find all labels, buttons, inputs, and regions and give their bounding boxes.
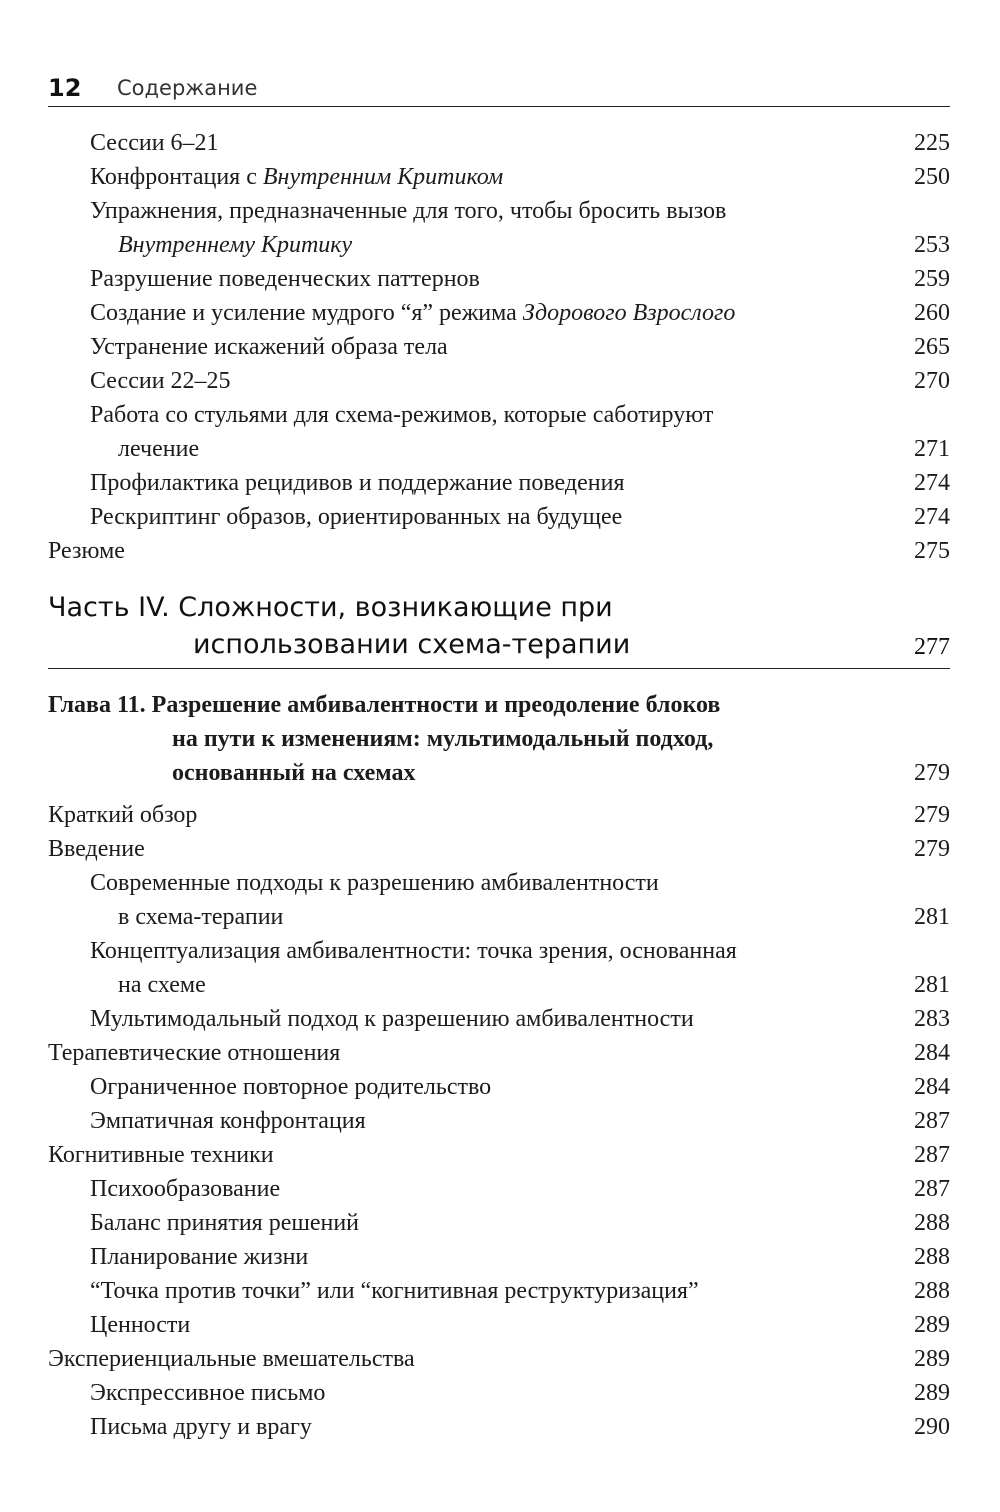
entry-page: 289 bbox=[914, 1380, 950, 1406]
entry-page: 279 bbox=[914, 802, 950, 828]
entry-text: Терапевтические отношения bbox=[48, 1040, 341, 1066]
entry-text: Разрушение поведенческих паттернов bbox=[90, 266, 480, 292]
entry-page: 265 bbox=[914, 334, 950, 360]
entry-page: 288 bbox=[914, 1278, 950, 1304]
toc-entry-chairs-line1 bbox=[48, 398, 950, 432]
part-title: Часть IV. Сложности, возникающие при bbox=[48, 592, 613, 623]
entry-text: Мультимодальный подход к разрешению амбивалентности bbox=[90, 1006, 694, 1032]
entry-page: 287 bbox=[914, 1176, 950, 1202]
entry-text: Письма другу и врагу bbox=[90, 1414, 312, 1440]
toc-entry-psychoeducation bbox=[48, 1172, 950, 1206]
entry-page: 289 bbox=[914, 1312, 950, 1338]
toc-entry-sessions-6-21 bbox=[48, 126, 950, 160]
chapter-heading-line1 bbox=[48, 688, 950, 722]
entry-text: Профилактика рецидивов и поддержание поведения bbox=[90, 470, 625, 496]
part-title: использовании схема-терапии bbox=[193, 629, 631, 660]
entry-text: Экспрессивное письмо bbox=[90, 1380, 326, 1406]
entry-page: 274 bbox=[914, 504, 950, 530]
toc-entry-point-counterpoint bbox=[48, 1274, 950, 1308]
entry-page: 290 bbox=[914, 1414, 950, 1440]
entry-page: 260 bbox=[914, 300, 950, 326]
toc-entry-modern-line2 bbox=[48, 900, 950, 934]
entry-text: Сессии 6–21 bbox=[90, 130, 219, 156]
entry-text: “Точка против точки” или “когнитивная реструктуризация” bbox=[90, 1278, 699, 1304]
entry-page: 288 bbox=[914, 1210, 950, 1236]
entry-page: 250 bbox=[914, 164, 950, 190]
entry-text-plain: Создание и усиление мудрого “я” режима bbox=[90, 300, 523, 326]
entry-text: Работа со стульями для схема-режимов, которые саботируют bbox=[90, 402, 714, 428]
entry-page: 253 bbox=[914, 232, 950, 258]
toc-entry-behavior-patterns bbox=[48, 262, 950, 296]
part-page: 277 bbox=[914, 634, 950, 660]
toc-entry-relapse bbox=[48, 466, 950, 500]
entry-text: Упражнения, предназначенные для того, чтобы бросить вызов bbox=[90, 198, 727, 224]
entry-text-italic: Внутренним Критиком bbox=[262, 164, 504, 190]
entry-text: Краткий обзор bbox=[48, 802, 198, 828]
entry-page: 279 bbox=[914, 836, 950, 862]
toc-entry-overview bbox=[48, 798, 950, 832]
toc-entry-decision-balance bbox=[48, 1206, 950, 1240]
toc-entry-concept-line1 bbox=[48, 934, 950, 968]
entry-text: Рескриптинг образов, ориентированных на будущее bbox=[90, 504, 623, 530]
toc-entry-wise-self bbox=[48, 296, 950, 330]
entry-text-italic: Внутреннему Критику bbox=[118, 232, 353, 258]
chapter-title: основанный на схемах bbox=[172, 760, 416, 786]
chapter-heading-line2 bbox=[48, 722, 950, 756]
entry-text: Баланс принятия решений bbox=[90, 1210, 360, 1236]
chapter-title: Глава 11. Разрешение амбивалентности и преодоление блоков bbox=[48, 692, 721, 718]
toc-entry-confrontation bbox=[48, 160, 950, 194]
entry-page: 281 bbox=[914, 904, 950, 930]
toc-entry-body-image bbox=[48, 330, 950, 364]
entry-text: Введение bbox=[48, 836, 145, 862]
toc-entry-chairs-line2 bbox=[48, 432, 950, 466]
chapter-heading-line3 bbox=[48, 756, 950, 790]
entry-page: 283 bbox=[914, 1006, 950, 1032]
entry-page: 281 bbox=[914, 972, 950, 998]
entry-text: Психообразование bbox=[90, 1176, 281, 1202]
page-number: 12 bbox=[48, 74, 82, 102]
entry-page: 274 bbox=[914, 470, 950, 496]
toc-entry-empathic-confrontation bbox=[48, 1104, 950, 1138]
entry-text: Планирование жизни bbox=[90, 1244, 309, 1270]
entry-text: Экспериенциальные вмешательства bbox=[48, 1346, 415, 1372]
toc-entry-therapeutic-relationship bbox=[48, 1036, 950, 1070]
toc-entry-exercises-line1 bbox=[48, 194, 950, 228]
toc-entry-letters bbox=[48, 1410, 950, 1444]
entry-text: Резюме bbox=[48, 538, 125, 564]
entry-text: Сессии 22–25 bbox=[90, 368, 231, 394]
part-heading-line2 bbox=[48, 622, 950, 668]
entry-page: 288 bbox=[914, 1244, 950, 1270]
entry-page: 225 bbox=[914, 130, 950, 156]
chapter-page: 279 bbox=[914, 760, 950, 786]
toc-entry-exercises-line2 bbox=[48, 228, 950, 262]
chapter-title: на пути к изменениям: мультимодальный подход, bbox=[172, 726, 714, 752]
toc-entry-cognitive-techniques bbox=[48, 1138, 950, 1172]
toc-entry-summary bbox=[48, 534, 950, 568]
entry-text bbox=[90, 296, 735, 330]
entry-text: Устранение искажений образа тела bbox=[90, 334, 448, 360]
toc-entry-expressive-writing bbox=[48, 1376, 950, 1410]
entry-text: Ограниченное повторное родительство bbox=[90, 1074, 492, 1100]
entry-text: на схеме bbox=[118, 972, 206, 998]
entry-page: 287 bbox=[914, 1108, 950, 1134]
entry-page: 287 bbox=[914, 1142, 950, 1168]
entry-page: 271 bbox=[914, 436, 950, 462]
entry-page: 270 bbox=[914, 368, 950, 394]
entry-text-italic: Здорового Взрослого bbox=[522, 300, 736, 326]
entry-page: 284 bbox=[914, 1040, 950, 1066]
toc-entry-introduction bbox=[48, 832, 950, 866]
page-header bbox=[48, 72, 950, 107]
toc-entry-rescripting bbox=[48, 500, 950, 534]
entry-text bbox=[90, 160, 503, 194]
toc-entry-concept-line2 bbox=[48, 968, 950, 1002]
part-divider bbox=[48, 668, 950, 669]
entry-page: 289 bbox=[914, 1346, 950, 1372]
toc-entry-values bbox=[48, 1308, 950, 1342]
entry-text: в схема-терапии bbox=[118, 904, 284, 930]
entry-text: Эмпатичная конфронтация bbox=[90, 1108, 366, 1134]
entry-text: Ценности bbox=[90, 1312, 191, 1338]
toc-entry-multimodal bbox=[48, 1002, 950, 1036]
entry-page: 275 bbox=[914, 538, 950, 564]
entry-text: Современные подходы к разрешению амбивалентности bbox=[90, 870, 659, 896]
toc-entry-life-planning bbox=[48, 1240, 950, 1274]
toc-entry-reparenting bbox=[48, 1070, 950, 1104]
entry-page: 259 bbox=[914, 266, 950, 292]
running-title: Содержание bbox=[117, 76, 258, 100]
entry-text: Концептуализация амбивалентности: точка зрения, основанная bbox=[90, 938, 737, 964]
toc-entry-sessions-22-25 bbox=[48, 364, 950, 398]
entry-text: лечение bbox=[118, 436, 200, 462]
entry-text: Когнитивные техники bbox=[48, 1142, 274, 1168]
entry-page: 284 bbox=[914, 1074, 950, 1100]
toc-entry-experiential bbox=[48, 1342, 950, 1376]
toc-entry-modern-line1 bbox=[48, 866, 950, 900]
entry-text-plain: Конфронтация с bbox=[90, 164, 263, 190]
